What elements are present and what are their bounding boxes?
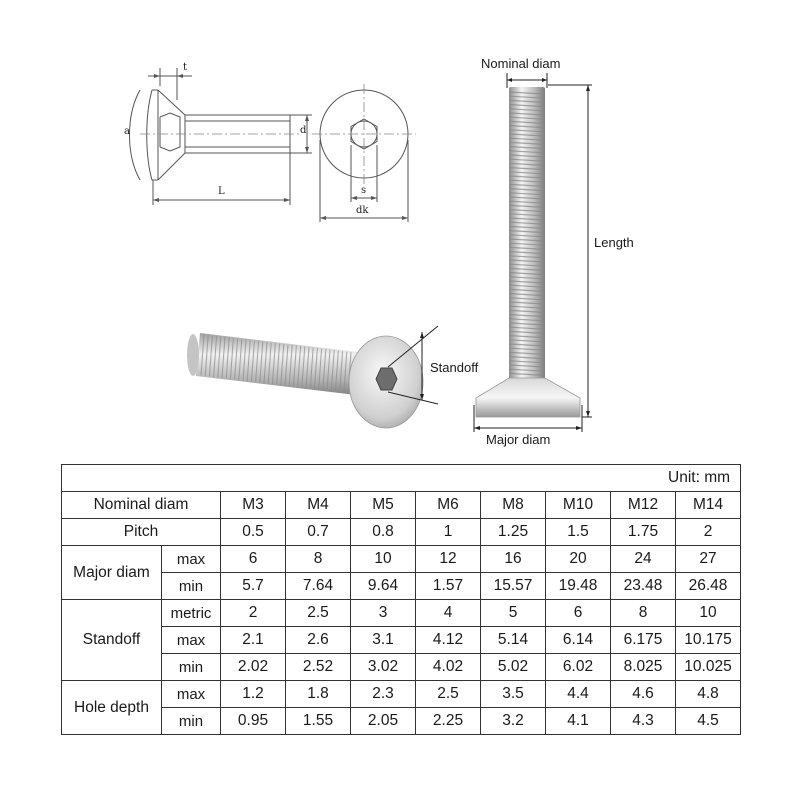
spec-table xyxy=(61,464,741,735)
standoff-value-cell: 2.6 xyxy=(286,627,351,654)
dim-L-label: L xyxy=(218,186,225,197)
major-diam-value-cell: 5.7 xyxy=(221,573,286,600)
standoff-value-cell: 3.1 xyxy=(351,627,416,654)
major-diam-sub-label: max xyxy=(162,546,221,573)
major-diam-value-cell: 23.48 xyxy=(611,573,676,600)
major-diam-value-cell: 12 xyxy=(416,546,481,573)
standoff-value-cell: 2.52 xyxy=(286,654,351,681)
standoff-value-cell: 3.02 xyxy=(351,654,416,681)
size-header-cell: M5 xyxy=(351,492,416,519)
dim-a-label: a xyxy=(124,126,130,137)
pitch-cell: 0.5 xyxy=(221,519,286,546)
dim-d-label: d xyxy=(300,125,307,136)
standoff-value-cell: 2 xyxy=(221,600,286,627)
standoff-value-cell: 8 xyxy=(611,600,676,627)
pitch-cell: 0.7 xyxy=(286,519,351,546)
hole-depth-value-cell: 4.1 xyxy=(546,708,611,735)
major-diam-value-cell: 7.64 xyxy=(286,573,351,600)
hole-depth-value-cell: 4.3 xyxy=(611,708,676,735)
hole-depth-value-cell: 0.95 xyxy=(221,708,286,735)
size-header-cell: M4 xyxy=(286,492,351,519)
major-diam-sub-label: min xyxy=(162,573,221,600)
major-diam-value-cell: 9.64 xyxy=(351,573,416,600)
hole-depth-value-cell: 1.8 xyxy=(286,681,351,708)
major-diam-row xyxy=(62,573,741,600)
major-diam-value-cell: 26.48 xyxy=(676,573,741,600)
standoff-value-cell: 6.02 xyxy=(546,654,611,681)
pitch-cell: 0.8 xyxy=(351,519,416,546)
vertical-bolt-photo xyxy=(476,87,580,417)
standoff-value-cell: 8.025 xyxy=(611,654,676,681)
standoff-value-cell: 2.5 xyxy=(286,600,351,627)
dim-s-label: s xyxy=(361,185,367,196)
standoff-value-cell: 6.175 xyxy=(611,627,676,654)
major-diam-value-cell: 1.57 xyxy=(416,573,481,600)
hole-depth-value-cell: 1.55 xyxy=(286,708,351,735)
pitch-cell: 2 xyxy=(676,519,741,546)
standoff-sub-label: min xyxy=(162,654,221,681)
standoff-value-cell: 5.02 xyxy=(481,654,546,681)
pitch-cell: 1 xyxy=(416,519,481,546)
pitch-cell: 1.5 xyxy=(546,519,611,546)
major-diam-label: Major diam xyxy=(486,432,551,447)
standoff-value-cell: 10.025 xyxy=(676,654,741,681)
size-header-cell: M6 xyxy=(416,492,481,519)
standoff-value-cell: 2.02 xyxy=(221,654,286,681)
major-diam-value-cell: 19.48 xyxy=(546,573,611,600)
hole-depth-value-cell: 2.3 xyxy=(351,681,416,708)
dim-dk-label: dk xyxy=(356,205,369,216)
major-diam-value-cell: 6 xyxy=(221,546,286,573)
standoff-value-cell: 5 xyxy=(481,600,546,627)
hole-depth-header: Hole depth xyxy=(62,681,162,735)
hole-depth-value-cell: 3.2 xyxy=(481,708,546,735)
size-header-cell: M10 xyxy=(546,492,611,519)
hole-depth-row xyxy=(62,681,741,708)
pitch-cell: 1.75 xyxy=(611,519,676,546)
standoff-value-cell: 3 xyxy=(351,600,416,627)
size-header-cell: M12 xyxy=(611,492,676,519)
hole-depth-value-cell: 4.4 xyxy=(546,681,611,708)
standoff-row xyxy=(62,627,741,654)
major-diam-value-cell: 15.57 xyxy=(481,573,546,600)
size-header-cell: M3 xyxy=(221,492,286,519)
standoff-value-cell: 4.02 xyxy=(416,654,481,681)
hole-depth-sub-label: min xyxy=(162,708,221,735)
hole-depth-value-cell: 1.2 xyxy=(221,681,286,708)
horizontal-bolt-photo xyxy=(187,333,423,428)
standoff-value-cell: 2.1 xyxy=(221,627,286,654)
hole-depth-value-cell: 4.8 xyxy=(676,681,741,708)
standoff-sub-label: max xyxy=(162,627,221,654)
standoff-value-cell: 10 xyxy=(676,600,741,627)
standoff-row xyxy=(62,654,741,681)
major-diam-value-cell: 27 xyxy=(676,546,741,573)
hole-depth-sub-label: max xyxy=(162,681,221,708)
hole-depth-value-cell: 2.05 xyxy=(351,708,416,735)
standoff-row xyxy=(62,600,741,627)
standoff-sub-label: metric xyxy=(162,600,221,627)
major-diam-value-cell: 8 xyxy=(286,546,351,573)
nominal-diam-header: Nominal diam xyxy=(62,492,221,519)
pitch-row xyxy=(62,519,741,546)
standoff-value-cell: 10.175 xyxy=(676,627,741,654)
pitch-cell: 1.25 xyxy=(481,519,546,546)
pitch-header: Pitch xyxy=(62,519,221,546)
standoff-value-cell: 5.14 xyxy=(481,627,546,654)
major-diam-header: Major diam xyxy=(62,546,162,600)
hole-depth-value-cell: 2.25 xyxy=(416,708,481,735)
hole-depth-value-cell: 3.5 xyxy=(481,681,546,708)
major-diam-value-cell: 16 xyxy=(481,546,546,573)
length-label: Length xyxy=(594,235,634,250)
hole-depth-row xyxy=(62,708,741,735)
nominal-diam-label: Nominal diam xyxy=(481,56,561,71)
hole-depth-value-cell: 2.5 xyxy=(416,681,481,708)
hole-depth-value-cell: 4.5 xyxy=(676,708,741,735)
standoff-value-cell: 4.12 xyxy=(416,627,481,654)
size-header-cell: M8 xyxy=(481,492,546,519)
standoff-value-cell: 4 xyxy=(416,600,481,627)
major-diam-row xyxy=(62,546,741,573)
standoff-label: Standoff xyxy=(430,360,479,375)
size-row xyxy=(62,492,741,519)
standoff-value-cell: 6.14 xyxy=(546,627,611,654)
hole-depth-value-cell: 4.6 xyxy=(611,681,676,708)
size-header-cell: M14 xyxy=(676,492,741,519)
major-diam-value-cell: 10 xyxy=(351,546,416,573)
major-diam-value-cell: 24 xyxy=(611,546,676,573)
standoff-header: Standoff xyxy=(62,600,162,681)
standoff-value-cell: 6 xyxy=(546,600,611,627)
unit-row xyxy=(62,465,741,492)
unit-label: Unit: mm xyxy=(62,465,741,492)
major-diam-value-cell: 20 xyxy=(546,546,611,573)
dim-t-label: t xyxy=(183,62,188,73)
